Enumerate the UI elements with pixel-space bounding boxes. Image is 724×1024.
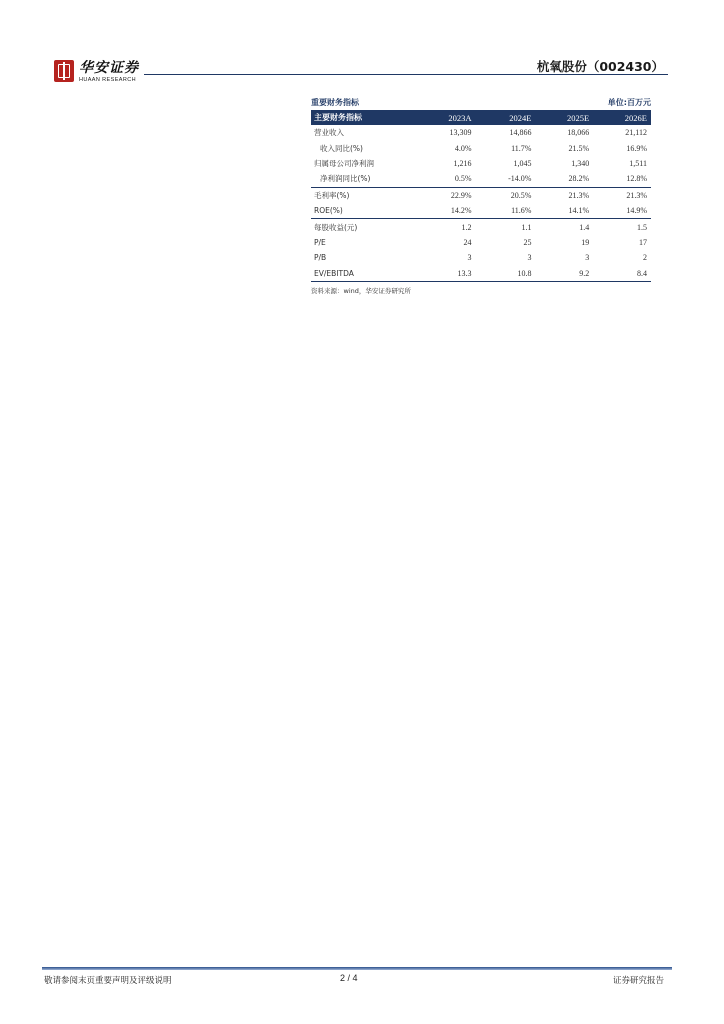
column-header: 2026E <box>624 112 647 123</box>
data-source-note: 资料来源：wind，华安证券研究所 <box>311 286 411 295</box>
cell-value: 14,866 <box>509 128 532 138</box>
cell-value: 14.2% <box>450 206 472 216</box>
cell-value: 11.7% <box>511 143 532 153</box>
cell-value: 20.5% <box>476 187 536 203</box>
table-body <box>311 125 651 281</box>
cell-value: 21.3% <box>535 187 593 203</box>
cell-value: 21,112 <box>625 128 647 138</box>
table-row <box>311 250 651 265</box>
cell-value: 19 <box>581 237 590 247</box>
logo-chinese-name: 华安证券 <box>79 60 139 76</box>
row-label: ROE(%) <box>314 206 343 216</box>
cell-value: 14.1% <box>568 206 590 216</box>
cell-value: 17 <box>639 237 647 247</box>
table-row <box>311 171 651 187</box>
cell-value: 21.3% <box>593 187 651 203</box>
cell-value: 28.2% <box>568 174 590 184</box>
cell-value: 22.9% <box>416 187 476 203</box>
row-label: P/E <box>314 237 326 247</box>
cell-value: 25 <box>523 237 532 247</box>
cell-value: 24 <box>463 237 472 247</box>
cell-value: 11.6% <box>511 206 532 216</box>
header-divider <box>144 74 668 75</box>
financial-indicators-table <box>311 110 651 282</box>
cell-value: 4.0% <box>454 143 472 153</box>
row-label: 净利润同比(%) <box>320 174 371 184</box>
page-number: 2 / 4 <box>340 973 358 983</box>
cell-value: 0.5% <box>454 174 472 184</box>
cell-value: 2 <box>643 253 647 263</box>
cell-value: 1,216 <box>453 158 472 168</box>
table-row <box>311 156 651 171</box>
logo-english-name: HUAAN RESEARCH <box>79 77 136 83</box>
column-header: 2023A <box>448 112 472 123</box>
cell-value: 1,045 <box>513 158 532 168</box>
cell-value: 1.1 <box>476 219 536 235</box>
cell-value: 3 <box>585 253 590 263</box>
table-row <box>311 203 651 219</box>
cell-value: 3 <box>467 253 472 263</box>
column-header: 2025E <box>567 112 590 123</box>
table-row <box>311 219 651 235</box>
footer-report-type: 证券研究报告 <box>612 976 664 986</box>
table-caption-row <box>311 96 651 110</box>
cell-value: 8.4 <box>593 266 651 282</box>
table-caption: 重要财务指标 <box>311 98 359 107</box>
cell-value: 10.8 <box>476 266 536 282</box>
report-title: 杭氧股份（002430） <box>536 59 664 74</box>
company-logo <box>54 60 139 86</box>
footer-disclaimer: 敬请参阅末页重要声明及评级说明 <box>44 976 172 986</box>
cell-value: 1.2 <box>416 219 476 235</box>
cell-value: 18,066 <box>567 128 590 138</box>
table-unit: 单位:百万元 <box>607 98 651 107</box>
cell-value: 1,511 <box>629 158 647 168</box>
logo-text <box>79 60 139 84</box>
row-label: 营业收入 <box>314 128 344 138</box>
row-label: 收入同比(%) <box>320 143 363 153</box>
table-row <box>311 235 651 250</box>
table-row <box>311 187 651 203</box>
cell-value: 9.2 <box>535 266 593 282</box>
table-row <box>311 266 651 282</box>
cell-value: 3 <box>527 253 532 263</box>
table-header-row <box>311 110 651 125</box>
row-label: EV/EBITDA <box>311 266 416 282</box>
row-label: 毛利率(%) <box>311 187 416 203</box>
cell-value: 1,340 <box>571 158 590 168</box>
row-label: 每股收益(元) <box>311 219 416 235</box>
row-label: P/B <box>314 253 327 263</box>
cell-value: 12.8% <box>626 174 647 184</box>
row-label: 归属母公司净利润 <box>314 158 374 168</box>
cell-value: 16.9% <box>626 143 647 153</box>
cell-value: 14.9% <box>626 206 647 216</box>
cell-value: 13,309 <box>449 128 472 138</box>
table-row <box>311 125 651 140</box>
cell-value: 13.3 <box>416 266 476 282</box>
footer-divider <box>42 967 672 970</box>
cell-value: 1.5 <box>593 219 651 235</box>
cell-value: 1.4 <box>535 219 593 235</box>
huaan-seal-icon <box>54 60 74 82</box>
cell-value: 21.5% <box>568 143 590 153</box>
financial-table-block <box>311 96 651 295</box>
cell-value: -14.0% <box>508 174 532 184</box>
table-row <box>311 140 651 155</box>
column-header: 2024E <box>509 112 532 123</box>
column-header: 主要财务指标 <box>314 113 362 122</box>
